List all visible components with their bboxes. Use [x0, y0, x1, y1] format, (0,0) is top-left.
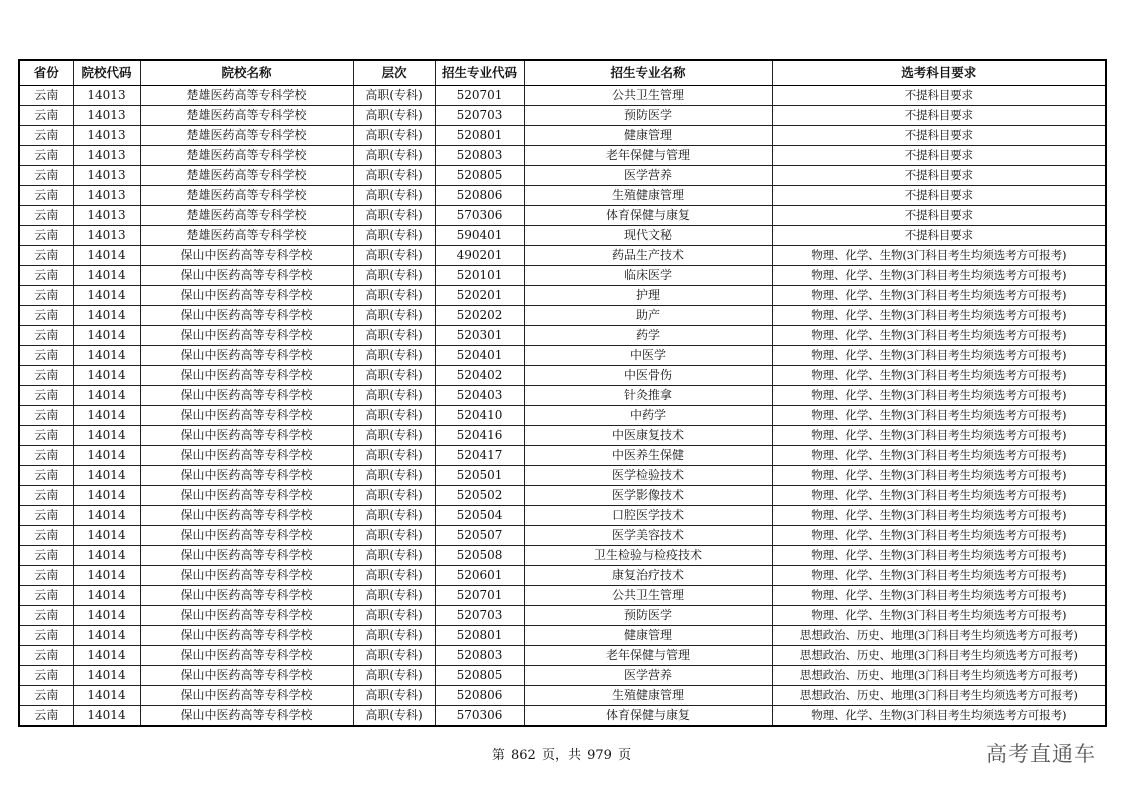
cell-subject-requirements: 物理、化学、生物(3门科目考生均须选考方可报考) — [772, 426, 1106, 446]
cell-school-name: 楚雄医药高等专科学校 — [140, 226, 353, 246]
cell-major-name: 中医养生保健 — [524, 446, 772, 466]
cell-major-name: 中医学 — [524, 346, 772, 366]
table-row — [19, 566, 1106, 586]
cell-major-code: 520703 — [435, 606, 524, 626]
cell-subject-requirements: 物理、化学、生物(3门科目考生均须选考方可报考) — [772, 526, 1106, 546]
cell-province: 云南 — [19, 546, 73, 566]
table-row — [19, 366, 1106, 386]
header-level: 层次 — [353, 60, 435, 86]
table-row — [19, 706, 1106, 727]
cell-major-name: 现代文秘 — [524, 226, 772, 246]
cell-major-name: 临床医学 — [524, 266, 772, 286]
cell-major-code: 520803 — [435, 146, 524, 166]
cell-province: 云南 — [19, 446, 73, 466]
table-row — [19, 586, 1106, 606]
cell-major-name: 医学美容技术 — [524, 526, 772, 546]
cell-province: 云南 — [19, 346, 73, 366]
cell-school-name: 保山中医药高等专科学校 — [140, 646, 353, 666]
cell-subject-requirements: 物理、化学、生物(3门科目考生均须选考方可报考) — [772, 446, 1106, 466]
cell-subject-requirements: 物理、化学、生物(3门科目考生均须选考方可报考) — [772, 706, 1106, 727]
cell-school-name: 保山中医药高等专科学校 — [140, 266, 353, 286]
table-row — [19, 386, 1106, 406]
cell-province: 云南 — [19, 186, 73, 206]
cell-level: 高职(专科) — [353, 386, 435, 406]
cell-level: 高职(专科) — [353, 86, 435, 106]
table-header-row — [19, 60, 1106, 86]
cell-school-code: 14014 — [73, 586, 140, 606]
cell-major-code: 520416 — [435, 426, 524, 446]
cell-school-name: 保山中医药高等专科学校 — [140, 566, 353, 586]
cell-subject-requirements: 不提科目要求 — [772, 146, 1106, 166]
cell-major-name: 健康管理 — [524, 626, 772, 646]
table-row — [19, 126, 1106, 146]
cell-level: 高职(专科) — [353, 686, 435, 706]
table-row — [19, 106, 1106, 126]
cell-level: 高职(专科) — [353, 206, 435, 226]
cell-school-code: 14014 — [73, 346, 140, 366]
cell-level: 高职(专科) — [353, 546, 435, 566]
cell-province: 云南 — [19, 326, 73, 346]
cell-school-code: 14014 — [73, 326, 140, 346]
cell-school-name: 保山中医药高等专科学校 — [140, 526, 353, 546]
cell-level: 高职(专科) — [353, 566, 435, 586]
cell-school-code: 14014 — [73, 486, 140, 506]
cell-subject-requirements: 物理、化学、生物(3门科目考生均须选考方可报考) — [772, 246, 1106, 266]
header-major-name: 招生专业名称 — [524, 60, 772, 86]
cell-major-name: 药学 — [524, 326, 772, 346]
cell-school-name: 楚雄医药高等专科学校 — [140, 106, 353, 126]
cell-subject-requirements: 物理、化学、生物(3门科目考生均须选考方可报考) — [772, 306, 1106, 326]
cell-major-code: 520806 — [435, 186, 524, 206]
cell-major-name: 医学营养 — [524, 666, 772, 686]
cell-school-code: 14013 — [73, 166, 140, 186]
cell-school-code: 14014 — [73, 526, 140, 546]
cell-subject-requirements: 不提科目要求 — [772, 166, 1106, 186]
cell-province: 云南 — [19, 86, 73, 106]
cell-school-name: 楚雄医药高等专科学校 — [140, 206, 353, 226]
cell-school-name: 保山中医药高等专科学校 — [140, 546, 353, 566]
cell-school-name: 保山中医药高等专科学校 — [140, 466, 353, 486]
cell-school-name: 楚雄医药高等专科学校 — [140, 186, 353, 206]
table-row — [19, 626, 1106, 646]
cell-major-code: 520703 — [435, 106, 524, 126]
cell-major-code: 520701 — [435, 86, 524, 106]
cell-major-code: 520403 — [435, 386, 524, 406]
cell-subject-requirements: 不提科目要求 — [772, 206, 1106, 226]
cell-level: 高职(专科) — [353, 406, 435, 426]
cell-school-code: 14014 — [73, 426, 140, 446]
cell-school-name: 保山中医药高等专科学校 — [140, 306, 353, 326]
cell-province: 云南 — [19, 426, 73, 446]
cell-major-code: 520417 — [435, 446, 524, 466]
table-row — [19, 686, 1106, 706]
cell-province: 云南 — [19, 626, 73, 646]
cell-subject-requirements: 不提科目要求 — [772, 186, 1106, 206]
table-row — [19, 86, 1106, 106]
cell-school-code: 14014 — [73, 646, 140, 666]
cell-province: 云南 — [19, 206, 73, 226]
table-row — [19, 606, 1106, 626]
table-row — [19, 326, 1106, 346]
cell-level: 高职(专科) — [353, 366, 435, 386]
cell-level: 高职(专科) — [353, 186, 435, 206]
cell-school-name: 保山中医药高等专科学校 — [140, 246, 353, 266]
cell-school-name: 保山中医药高等专科学校 — [140, 606, 353, 626]
cell-school-code: 14014 — [73, 506, 140, 526]
cell-province: 云南 — [19, 286, 73, 306]
cell-major-name: 公共卫生管理 — [524, 586, 772, 606]
cell-school-name: 保山中医药高等专科学校 — [140, 446, 353, 466]
cell-major-name: 老年保健与管理 — [524, 646, 772, 666]
cell-major-code: 520701 — [435, 586, 524, 606]
cell-province: 云南 — [19, 106, 73, 126]
cell-school-name: 保山中医药高等专科学校 — [140, 326, 353, 346]
cell-subject-requirements: 思想政治、历史、地理(3门科目考生均须选考方可报考) — [772, 626, 1106, 646]
table-row — [19, 226, 1106, 246]
cell-major-name: 助产 — [524, 306, 772, 326]
cell-major-code: 520803 — [435, 646, 524, 666]
cell-school-name: 楚雄医药高等专科学校 — [140, 126, 353, 146]
cell-province: 云南 — [19, 646, 73, 666]
cell-major-name: 生殖健康管理 — [524, 686, 772, 706]
cell-school-name: 楚雄医药高等专科学校 — [140, 146, 353, 166]
cell-subject-requirements: 不提科目要求 — [772, 86, 1106, 106]
cell-school-code: 14014 — [73, 406, 140, 426]
cell-school-code: 14014 — [73, 706, 140, 727]
cell-major-name: 医学检验技术 — [524, 466, 772, 486]
cell-subject-requirements: 物理、化学、生物(3门科目考生均须选考方可报考) — [772, 606, 1106, 626]
cell-subject-requirements: 物理、化学、生物(3门科目考生均须选考方可报考) — [772, 546, 1106, 566]
cell-major-code: 590401 — [435, 226, 524, 246]
page-middle-text: 页，共 — [541, 748, 581, 763]
cell-school-code: 14014 — [73, 566, 140, 586]
cell-school-name: 保山中医药高等专科学校 — [140, 586, 353, 606]
cell-major-code: 570306 — [435, 206, 524, 226]
cell-major-code: 520805 — [435, 666, 524, 686]
cell-major-name: 老年保健与管理 — [524, 146, 772, 166]
table-row — [19, 186, 1106, 206]
table-row — [19, 446, 1106, 466]
table-row — [19, 246, 1106, 266]
cell-school-name: 保山中医药高等专科学校 — [140, 406, 353, 426]
cell-school-name: 保山中医药高等专科学校 — [140, 666, 353, 686]
table-row — [19, 166, 1106, 186]
cell-major-name: 医学营养 — [524, 166, 772, 186]
cell-major-code: 520101 — [435, 266, 524, 286]
cell-level: 高职(专科) — [353, 346, 435, 366]
cell-school-name: 保山中医药高等专科学校 — [140, 706, 353, 727]
cell-subject-requirements: 物理、化学、生物(3门科目考生均须选考方可报考) — [772, 486, 1106, 506]
table-row — [19, 506, 1106, 526]
cell-subject-requirements: 物理、化学、生物(3门科目考生均须选考方可报考) — [772, 506, 1106, 526]
cell-school-code: 14013 — [73, 86, 140, 106]
cell-school-code: 14014 — [73, 306, 140, 326]
cell-province: 云南 — [19, 406, 73, 426]
cell-subject-requirements: 思想政治、历史、地理(3门科目考生均须选考方可报考) — [772, 646, 1106, 666]
cell-level: 高职(专科) — [353, 446, 435, 466]
cell-school-code: 14014 — [73, 446, 140, 466]
watermark-text: 高考直通车 — [986, 742, 1096, 766]
cell-school-code: 14013 — [73, 126, 140, 146]
cell-major-name: 卫生检验与检疫技术 — [524, 546, 772, 566]
cell-school-code: 14014 — [73, 266, 140, 286]
cell-school-name: 保山中医药高等专科学校 — [140, 686, 353, 706]
cell-province: 云南 — [19, 226, 73, 246]
cell-level: 高职(专科) — [353, 506, 435, 526]
cell-level: 高职(专科) — [353, 146, 435, 166]
cell-major-name: 预防医学 — [524, 106, 772, 126]
header-major-code: 招生专业代码 — [435, 60, 524, 86]
cell-level: 高职(专科) — [353, 586, 435, 606]
cell-major-name: 预防医学 — [524, 606, 772, 626]
cell-level: 高职(专科) — [353, 266, 435, 286]
cell-school-code: 14014 — [73, 466, 140, 486]
cell-subject-requirements: 物理、化学、生物(3门科目考生均须选考方可报考) — [772, 326, 1106, 346]
cell-school-code: 14014 — [73, 286, 140, 306]
cell-school-name: 保山中医药高等专科学校 — [140, 486, 353, 506]
cell-school-code: 14013 — [73, 106, 140, 126]
table-row — [19, 486, 1106, 506]
cell-major-code: 520508 — [435, 546, 524, 566]
cell-school-name: 保山中医药高等专科学校 — [140, 366, 353, 386]
cell-level: 高职(专科) — [353, 426, 435, 446]
header-school-name: 院校名称 — [140, 60, 353, 86]
table-row — [19, 526, 1106, 546]
cell-school-code: 14014 — [73, 386, 140, 406]
cell-major-name: 体育保健与康复 — [524, 206, 772, 226]
cell-level: 高职(专科) — [353, 646, 435, 666]
cell-major-name: 中药学 — [524, 406, 772, 426]
table-row — [19, 426, 1106, 446]
cell-school-code: 14013 — [73, 226, 140, 246]
cell-school-name: 楚雄医药高等专科学校 — [140, 166, 353, 186]
cell-subject-requirements: 物理、化学、生物(3门科目考生均须选考方可报考) — [772, 346, 1106, 366]
cell-school-name: 保山中医药高等专科学校 — [140, 386, 353, 406]
cell-level: 高职(专科) — [353, 246, 435, 266]
cell-major-code: 520601 — [435, 566, 524, 586]
cell-major-name: 中医骨伤 — [524, 366, 772, 386]
cell-level: 高职(专科) — [353, 326, 435, 346]
cell-subject-requirements: 物理、化学、生物(3门科目考生均须选考方可报考) — [772, 586, 1106, 606]
cell-province: 云南 — [19, 526, 73, 546]
table-row — [19, 466, 1106, 486]
cell-subject-requirements: 物理、化学、生物(3门科目考生均须选考方可报考) — [772, 266, 1106, 286]
cell-school-name: 保山中医药高等专科学校 — [140, 286, 353, 306]
cell-school-name: 楚雄医药高等专科学校 — [140, 86, 353, 106]
cell-subject-requirements: 思想政治、历史、地理(3门科目考生均须选考方可报考) — [772, 686, 1106, 706]
cell-province: 云南 — [19, 606, 73, 626]
cell-major-name: 康复治疗技术 — [524, 566, 772, 586]
cell-province: 云南 — [19, 466, 73, 486]
cell-province: 云南 — [19, 166, 73, 186]
cell-major-code: 520410 — [435, 406, 524, 426]
cell-subject-requirements: 物理、化学、生物(3门科目考生均须选考方可报考) — [772, 386, 1106, 406]
cell-major-name: 健康管理 — [524, 126, 772, 146]
header-school-code: 院校代码 — [73, 60, 140, 86]
cell-subject-requirements: 不提科目要求 — [772, 226, 1106, 246]
table-row — [19, 406, 1106, 426]
cell-level: 高职(专科) — [353, 486, 435, 506]
table-body — [19, 86, 1106, 727]
cell-major-code: 520402 — [435, 366, 524, 386]
cell-school-code: 14014 — [73, 626, 140, 646]
cell-level: 高职(专科) — [353, 466, 435, 486]
table-row — [19, 266, 1106, 286]
cell-province: 云南 — [19, 666, 73, 686]
page-prefix: 第 — [491, 748, 505, 763]
cell-province: 云南 — [19, 586, 73, 606]
cell-major-code: 520806 — [435, 686, 524, 706]
table-row — [19, 646, 1106, 666]
cell-major-name: 护理 — [524, 286, 772, 306]
cell-major-code: 520502 — [435, 486, 524, 506]
table-row — [19, 146, 1106, 166]
cell-province: 云南 — [19, 246, 73, 266]
cell-school-code: 14014 — [73, 366, 140, 386]
cell-major-name: 公共卫生管理 — [524, 86, 772, 106]
page-number-footer — [0, 744, 1123, 763]
cell-province: 云南 — [19, 366, 73, 386]
table-row — [19, 346, 1106, 366]
table-row — [19, 306, 1106, 326]
cell-school-code: 14014 — [73, 246, 140, 266]
cell-province: 云南 — [19, 706, 73, 727]
cell-subject-requirements: 思想政治、历史、地理(3门科目考生均须选考方可报考) — [772, 666, 1106, 686]
cell-major-name: 针灸推拿 — [524, 386, 772, 406]
cell-province: 云南 — [19, 126, 73, 146]
cell-major-name: 医学影像技术 — [524, 486, 772, 506]
cell-province: 云南 — [19, 306, 73, 326]
cell-province: 云南 — [19, 486, 73, 506]
cell-level: 高职(专科) — [353, 226, 435, 246]
header-province: 省份 — [19, 60, 73, 86]
table-row — [19, 286, 1106, 306]
page-suffix: 页 — [618, 748, 632, 763]
cell-major-code: 520805 — [435, 166, 524, 186]
cell-subject-requirements: 物理、化学、生物(3门科目考生均须选考方可报考) — [772, 566, 1106, 586]
cell-school-name: 保山中医药高等专科学校 — [140, 426, 353, 446]
cell-school-name: 保山中医药高等专科学校 — [140, 346, 353, 366]
cell-school-code: 14013 — [73, 206, 140, 226]
cell-major-code: 520801 — [435, 626, 524, 646]
cell-subject-requirements: 物理、化学、生物(3门科目考生均须选考方可报考) — [772, 406, 1106, 426]
table-row — [19, 546, 1106, 566]
cell-province: 云南 — [19, 146, 73, 166]
cell-province: 云南 — [19, 506, 73, 526]
cell-subject-requirements: 物理、化学、生物(3门科目考生均须选考方可报考) — [772, 286, 1106, 306]
cell-level: 高职(专科) — [353, 626, 435, 646]
cell-school-code: 14013 — [73, 186, 140, 206]
cell-major-code: 520202 — [435, 306, 524, 326]
cell-subject-requirements: 物理、化学、生物(3门科目考生均须选考方可报考) — [772, 366, 1106, 386]
cell-major-code: 520501 — [435, 466, 524, 486]
current-page-number: 862 — [511, 748, 536, 763]
cell-major-name: 口腔医学技术 — [524, 506, 772, 526]
cell-subject-requirements: 不提科目要求 — [772, 106, 1106, 126]
admission-requirements-table — [18, 59, 1107, 727]
cell-level: 高职(专科) — [353, 166, 435, 186]
cell-level: 高职(专科) — [353, 306, 435, 326]
cell-major-name: 药品生产技术 — [524, 246, 772, 266]
cell-major-code: 520507 — [435, 526, 524, 546]
cell-school-code: 14014 — [73, 606, 140, 626]
cell-subject-requirements: 不提科目要求 — [772, 126, 1106, 146]
cell-major-name: 体育保健与康复 — [524, 706, 772, 727]
cell-level: 高职(专科) — [353, 706, 435, 727]
table-row — [19, 666, 1106, 686]
cell-major-code: 520301 — [435, 326, 524, 346]
cell-level: 高职(专科) — [353, 126, 435, 146]
cell-level: 高职(专科) — [353, 526, 435, 546]
cell-school-code: 14013 — [73, 146, 140, 166]
cell-school-code: 14014 — [73, 546, 140, 566]
cell-major-code: 520801 — [435, 126, 524, 146]
cell-major-code: 520504 — [435, 506, 524, 526]
cell-level: 高职(专科) — [353, 286, 435, 306]
total-pages-number: 979 — [587, 748, 612, 763]
cell-major-code: 520401 — [435, 346, 524, 366]
cell-province: 云南 — [19, 266, 73, 286]
cell-major-name: 生殖健康管理 — [524, 186, 772, 206]
header-subject-requirements: 选考科目要求 — [772, 60, 1106, 86]
cell-subject-requirements: 物理、化学、生物(3门科目考生均须选考方可报考) — [772, 466, 1106, 486]
cell-school-code: 14014 — [73, 666, 140, 686]
cell-province: 云南 — [19, 386, 73, 406]
cell-major-code: 520201 — [435, 286, 524, 306]
cell-school-name: 保山中医药高等专科学校 — [140, 626, 353, 646]
cell-level: 高职(专科) — [353, 666, 435, 686]
table-row — [19, 206, 1106, 226]
cell-school-name: 保山中医药高等专科学校 — [140, 506, 353, 526]
cell-major-name: 中医康复技术 — [524, 426, 772, 446]
cell-province: 云南 — [19, 686, 73, 706]
cell-school-code: 14014 — [73, 686, 140, 706]
cell-major-code: 490201 — [435, 246, 524, 266]
cell-major-code: 570306 — [435, 706, 524, 727]
cell-level: 高职(专科) — [353, 606, 435, 626]
cell-province: 云南 — [19, 566, 73, 586]
cell-level: 高职(专科) — [353, 106, 435, 126]
